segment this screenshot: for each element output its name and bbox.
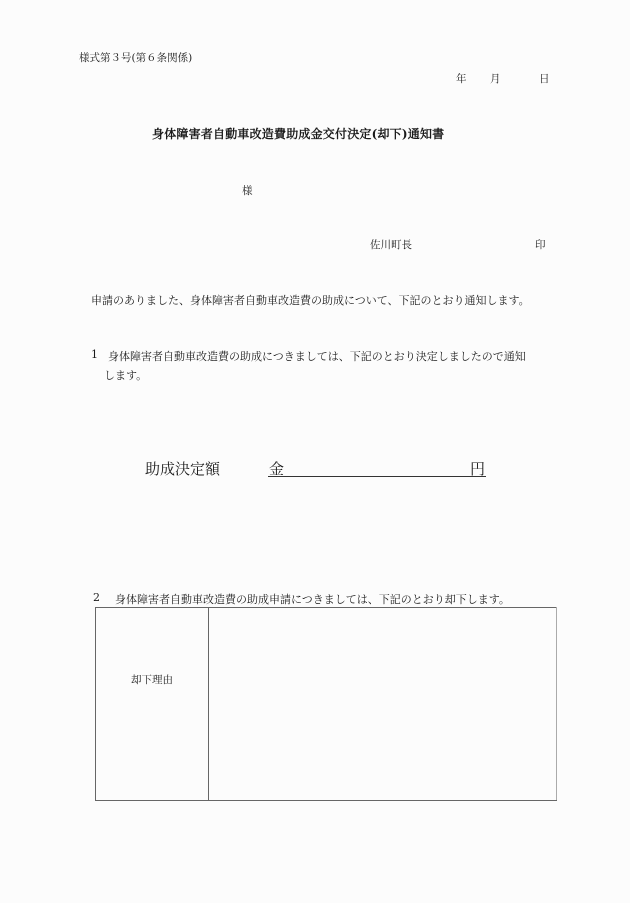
- form-number: 様式第３号(第６条関係): [79, 52, 193, 64]
- document-title: 身体障害者自動車改造費助成金交付決定(却下)通知書: [152, 127, 445, 141]
- intro-text: 申請のありました、身体障害者自動車改造費の助成について、下記のとおり通知します。: [91, 294, 530, 307]
- section-2-text: 身体障害者自動車改造費の助成申請につきましては、下記のとおり却下します。: [115, 593, 510, 606]
- issuer-name: 佐川町長: [370, 239, 412, 251]
- recipient-suffix: 様: [242, 185, 253, 197]
- date-year-label: 年: [456, 73, 467, 85]
- rejection-reason-field[interactable]: [209, 608, 557, 801]
- amount-label: 助成決定額: [145, 460, 221, 478]
- date-month-label: 月: [490, 73, 501, 85]
- rejection-reason-label: 却下理由: [96, 608, 209, 801]
- section-1-text-line2: します。: [104, 369, 148, 382]
- seal-label: 印: [535, 239, 546, 251]
- section-1-text-line1: 身体障害者自動車改造費の助成につきましては、下記のとおり決定しましたので通知: [108, 350, 526, 363]
- section-1-number: 1: [91, 348, 98, 361]
- date-day-label: 日: [539, 73, 550, 85]
- rejection-reason-table: [95, 607, 557, 801]
- section-2-number: 2: [93, 591, 100, 604]
- amount-suffix: 円: [469, 460, 485, 478]
- amount-field[interactable]: [268, 458, 486, 477]
- amount-prefix: 金: [269, 460, 285, 478]
